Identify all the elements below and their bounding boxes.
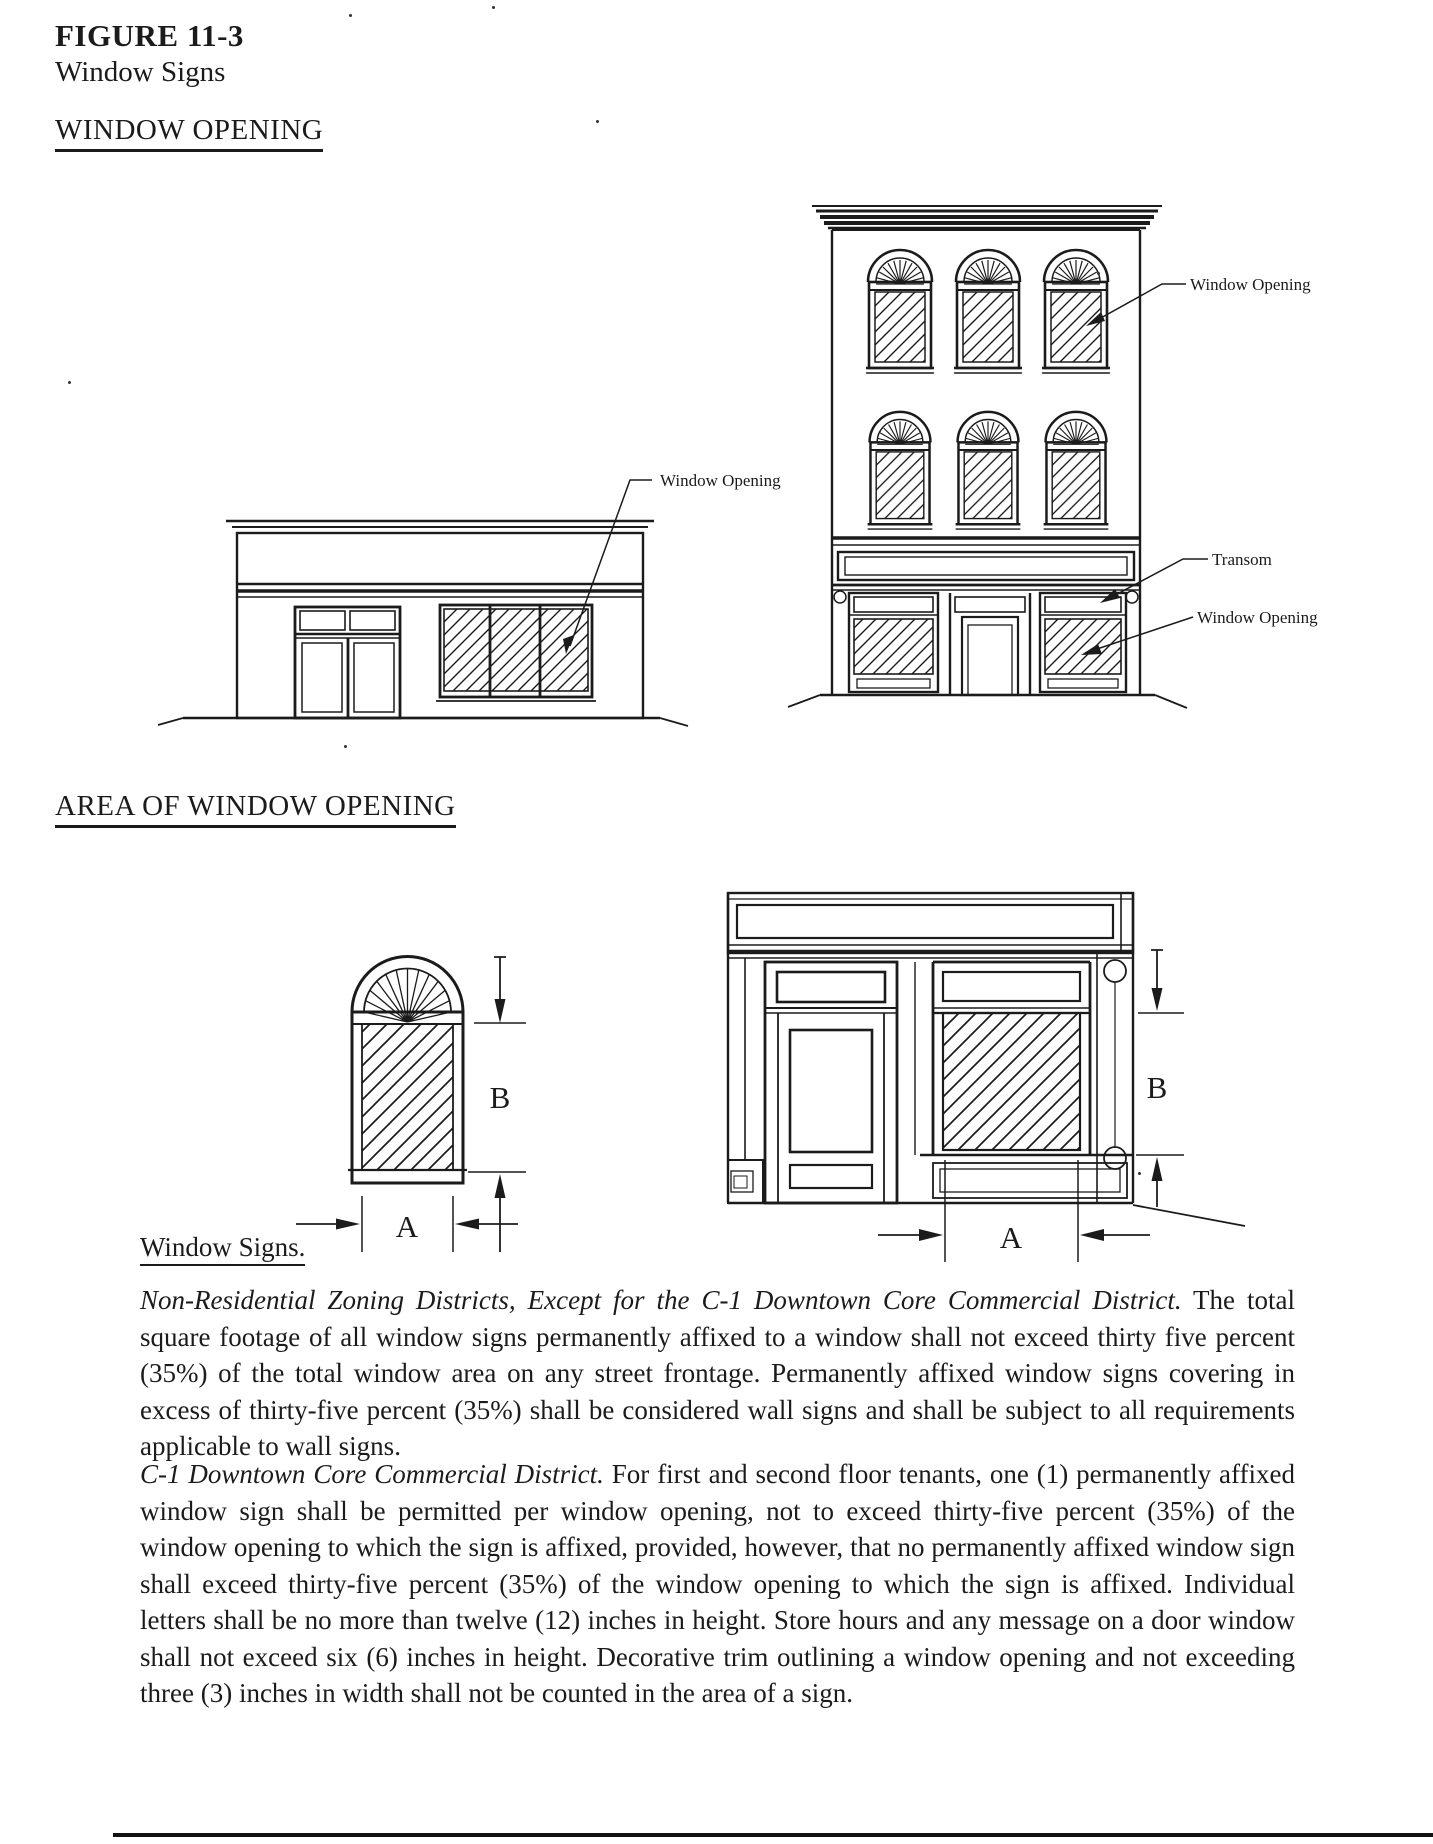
dim-arched-height-b: B	[489, 1080, 511, 1115]
page-bottom-rule	[113, 1833, 1433, 1837]
scan-speck	[1097, 272, 1100, 275]
figure-number: FIGURE 11-3	[55, 18, 244, 53]
body-heading-window-signs: Window Signs.	[140, 1232, 305, 1266]
paragraph-non-residential	[140, 1282, 1295, 1465]
scan-speck	[596, 120, 599, 123]
paragraph-body-text: For first and second floor tenants, one (1) permanently affixed window sign shall be permitted per window opening, not to exceed thirty-five percent (35%) of the window opening to which the sign is affixed, provided, however, that no permanently affixed window sign shall exceed thirty-five percent (35%) of the window opening to which the sign is affixed. Individual letters shall be no more than twelve (12) inches in height. Store hours and any message on a door window shall not exceed six (6) inches in height. Decorative trim outlining a window opening and not exceeding three (3) inches in width shall not be counted in the area of a sign.	[140, 1459, 1295, 1708]
figure-area-of-window-opening-drawing	[0, 850, 1433, 1290]
left-building-drawing	[158, 480, 688, 726]
paragraph-lead-italic: C-1 Downtown Core Commercial District.	[140, 1459, 604, 1489]
scan-speck	[68, 381, 71, 384]
scan-speck	[349, 14, 352, 17]
label-transom: Transom	[1212, 550, 1272, 569]
dim-storefront-height-b: B	[1146, 1070, 1168, 1105]
figure-title: Window Signs	[55, 56, 226, 88]
figure-window-opening-drawing	[0, 0, 1433, 790]
dim-arched-width-a: A	[395, 1209, 419, 1244]
storefront-diagram	[728, 893, 1245, 1262]
paragraph-lead-italic: Non-Residential Zoning Districts, Except for the C-1 Downtown Core Commercial District.	[140, 1285, 1182, 1315]
section-heading-area-of-window-opening: AREA OF WINDOW OPENING	[55, 790, 456, 828]
section-heading-window-opening: WINDOW OPENING	[55, 114, 323, 152]
paragraph-c1-downtown	[140, 1456, 1295, 1712]
label-right-window-opening-lower: Window Opening	[1197, 608, 1318, 627]
right-building-drawing	[788, 206, 1208, 708]
scan-speck	[492, 6, 495, 9]
dim-storefront-width-a: A	[999, 1220, 1023, 1255]
scan-speck	[344, 745, 347, 748]
label-left-window-opening: Window Opening	[660, 471, 781, 490]
paragraph-body-text: The total square footage of all window signs permanently affixed to a window shall not exceed thirty five percent (35%) of the total window area on any street frontage. Permanently affixed window signs covering in excess of thirty-five percent (35%) shall be considered wall signs and shall be subject to all requirements applicable to wall signs.	[140, 1285, 1295, 1461]
label-right-window-opening-upper: Window Opening	[1190, 275, 1311, 294]
scan-speck	[1138, 1172, 1141, 1175]
